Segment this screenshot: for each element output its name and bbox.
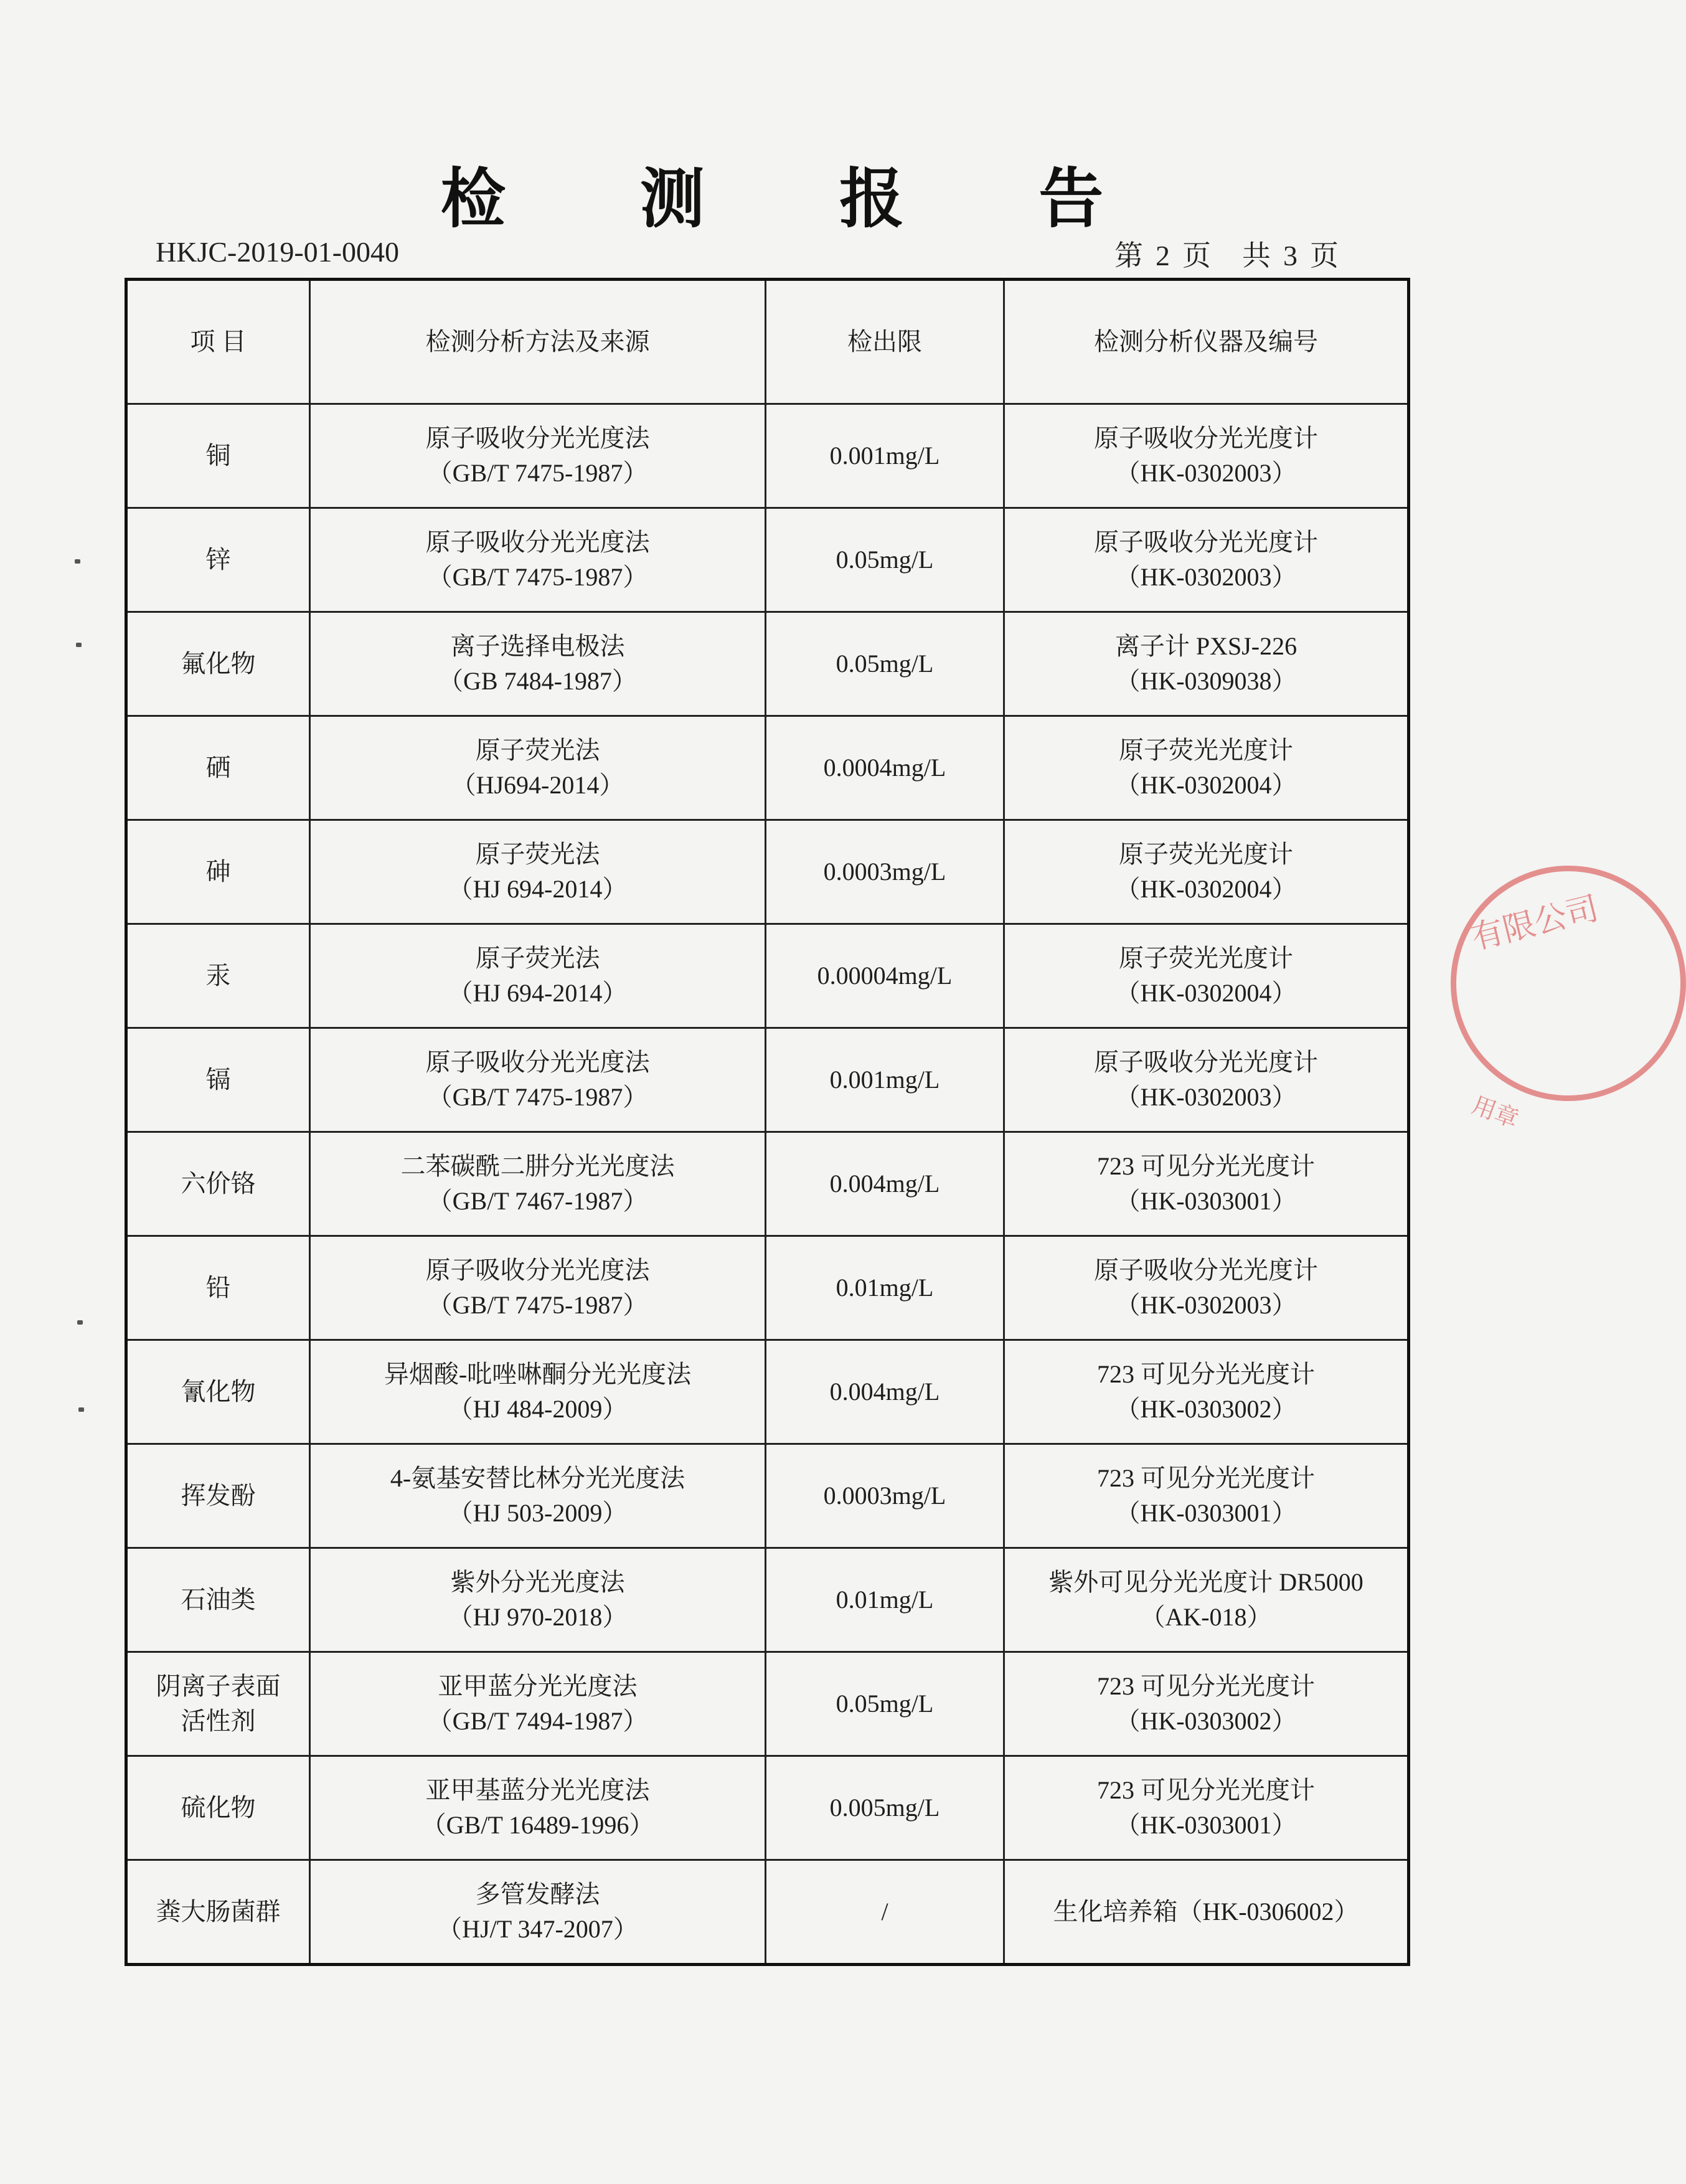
cell-instrument bbox=[1004, 508, 1409, 612]
cell-item bbox=[126, 508, 310, 612]
table-row bbox=[126, 1340, 1409, 1444]
cell-limit: 0.001mg/L bbox=[766, 404, 1004, 508]
cell-method bbox=[310, 404, 766, 508]
cell-item-line: 铅 bbox=[205, 1274, 231, 1302]
cell-limit: 0.05mg/L bbox=[766, 612, 1004, 716]
table-row bbox=[126, 1548, 1409, 1652]
cell-instrument-line: 原子吸收分光光度计 bbox=[1094, 424, 1318, 452]
cell-item bbox=[126, 404, 310, 508]
cell-method-line: 异烟酸-吡唑啉酮分光光度法 bbox=[384, 1360, 692, 1388]
cell-item-line: 六价铬 bbox=[181, 1170, 256, 1198]
cell-item bbox=[126, 1652, 310, 1756]
cell-item-line: 阴离子表面 bbox=[156, 1672, 281, 1700]
table-row bbox=[126, 612, 1409, 716]
cell-limit: 0.05mg/L bbox=[766, 508, 1004, 612]
cell-item bbox=[126, 1860, 310, 1965]
table-row bbox=[126, 404, 1409, 508]
table-row bbox=[126, 1444, 1409, 1548]
cell-instrument bbox=[1004, 924, 1409, 1028]
header-instrument: 检测分析仪器及编号 bbox=[1004, 280, 1409, 404]
cell-item bbox=[126, 820, 310, 924]
cell-method-line: （GB 7484-1987） bbox=[438, 667, 637, 695]
cell-limit: 0.0003mg/L bbox=[766, 1444, 1004, 1548]
cell-method-line: （HJ 694-2014） bbox=[448, 875, 628, 903]
cell-item bbox=[126, 1444, 310, 1548]
cell-item-line: 挥发酚 bbox=[181, 1482, 256, 1510]
cell-method bbox=[310, 716, 766, 820]
total-prefix: 共 bbox=[1242, 240, 1271, 272]
cell-instrument-line: 723 可见分光光度计 bbox=[1097, 1152, 1315, 1180]
cell-instrument-line: （AK-018） bbox=[1140, 1603, 1272, 1631]
cell-method-line: 多管发酵法 bbox=[475, 1880, 600, 1908]
cell-method-line: （HJ 694-2014） bbox=[448, 979, 628, 1007]
cell-method-line: （HJ 484-2009） bbox=[448, 1395, 628, 1423]
test-methods-table bbox=[125, 278, 1410, 1966]
table-row bbox=[126, 1236, 1409, 1340]
cell-instrument bbox=[1004, 1860, 1409, 1965]
scan-speck bbox=[77, 1320, 83, 1325]
cell-method-line: 原子吸收分光光度法 bbox=[425, 1256, 650, 1284]
page-title: 检 测 报 告 bbox=[440, 161, 1160, 237]
cell-item-line: 砷 bbox=[205, 858, 231, 886]
cell-method bbox=[310, 1548, 766, 1652]
cell-instrument bbox=[1004, 612, 1409, 716]
cell-item-line: 活性剂 bbox=[181, 1707, 256, 1735]
cell-item bbox=[126, 612, 310, 716]
page-prefix: 第 bbox=[1114, 240, 1143, 272]
cell-method bbox=[310, 1756, 766, 1860]
cell-instrument-line: 原子吸收分光光度计 bbox=[1094, 528, 1318, 556]
cell-instrument-line: （HK-0303001） bbox=[1115, 1187, 1297, 1215]
cell-item bbox=[126, 1756, 310, 1860]
cell-method-line: （GB/T 7475-1987） bbox=[427, 563, 648, 591]
cell-instrument-line: 离子计 PXSJ-226 bbox=[1114, 632, 1297, 660]
scan-speck bbox=[78, 1407, 84, 1412]
cell-instrument-line: （HK-0303002） bbox=[1115, 1395, 1297, 1423]
page-indicator bbox=[1108, 233, 1345, 274]
cell-instrument bbox=[1004, 1756, 1409, 1860]
cell-method-line: 原子吸收分光光度法 bbox=[425, 424, 650, 452]
header-limit: 检出限 bbox=[766, 280, 1004, 404]
cell-method-line: 4-氨基安替比林分光光度法 bbox=[390, 1464, 685, 1492]
cell-item bbox=[126, 1548, 310, 1652]
cell-instrument bbox=[1004, 1236, 1409, 1340]
cell-instrument-line: 原子吸收分光光度计 bbox=[1094, 1256, 1318, 1284]
cell-instrument-line: （HK-0303002） bbox=[1115, 1707, 1297, 1735]
cell-method-line: （GB/T 7475-1987） bbox=[427, 1083, 648, 1111]
cell-method-line: 二苯碳酰二肼分光光度法 bbox=[400, 1152, 675, 1180]
page-current: 2 bbox=[1156, 240, 1170, 272]
table-header-row bbox=[126, 280, 1409, 404]
cell-instrument-line: （HK-0302004） bbox=[1115, 771, 1297, 799]
cell-item bbox=[126, 716, 310, 820]
table-row bbox=[126, 1028, 1409, 1132]
page-mid: 页 bbox=[1182, 240, 1211, 272]
cell-method bbox=[310, 1028, 766, 1132]
table-row bbox=[126, 924, 1409, 1028]
cell-instrument-line: 原子吸收分光光度计 bbox=[1094, 1048, 1318, 1076]
cell-method-line: （GB/T 7467-1987） bbox=[427, 1187, 648, 1215]
cell-instrument bbox=[1004, 716, 1409, 820]
cell-method-line: （HJ 503-2009） bbox=[448, 1499, 628, 1527]
cell-method-line: （HJ/T 347-2007） bbox=[437, 1915, 638, 1943]
cell-item bbox=[126, 924, 310, 1028]
cell-method-line: 原子吸收分光光度法 bbox=[425, 1048, 650, 1076]
cell-instrument-line: 原子荧光光度计 bbox=[1119, 736, 1293, 764]
header-method: 检测分析方法及来源 bbox=[310, 280, 766, 404]
cell-instrument bbox=[1004, 404, 1409, 508]
cell-method bbox=[310, 1652, 766, 1756]
cell-instrument-line: （HK-0303001） bbox=[1115, 1499, 1297, 1527]
scan-speck bbox=[75, 559, 80, 564]
cell-instrument-line: （HK-0302003） bbox=[1115, 1083, 1297, 1111]
cell-item-line: 硒 bbox=[205, 754, 231, 782]
cell-method bbox=[310, 508, 766, 612]
total-suffix: 页 bbox=[1310, 240, 1339, 272]
cell-instrument-line: 原子荧光光度计 bbox=[1119, 944, 1293, 972]
cell-instrument-line: （HK-0302004） bbox=[1115, 875, 1297, 903]
cell-method-line: 原子荧光法 bbox=[475, 840, 600, 868]
cell-item-line: 氰化物 bbox=[181, 1378, 256, 1406]
cell-limit: 0.01mg/L bbox=[766, 1548, 1004, 1652]
table-row bbox=[126, 508, 1409, 612]
cell-limit: 0.001mg/L bbox=[766, 1028, 1004, 1132]
cell-limit: 0.004mg/L bbox=[766, 1132, 1004, 1236]
cell-instrument bbox=[1004, 1652, 1409, 1756]
cell-instrument-line: 原子荧光光度计 bbox=[1119, 840, 1293, 868]
seal-text-bottom: 用章 bbox=[1468, 1091, 1523, 1133]
cell-method bbox=[310, 1860, 766, 1965]
cell-method bbox=[310, 820, 766, 924]
cell-instrument-line: 紫外可见分光光度计 DR5000 bbox=[1048, 1568, 1363, 1596]
cell-instrument-line: （HK-0309038） bbox=[1115, 667, 1297, 695]
cell-instrument bbox=[1004, 1548, 1409, 1652]
cell-instrument-line: 生化培养箱（HK-0306002） bbox=[1053, 1898, 1359, 1926]
cell-method-line: 原子荧光法 bbox=[475, 944, 600, 972]
cell-method bbox=[310, 612, 766, 716]
cell-item-line: 石油类 bbox=[181, 1586, 256, 1614]
cell-instrument-line: （HK-0303001） bbox=[1115, 1811, 1297, 1839]
cell-limit: 0.0003mg/L bbox=[766, 820, 1004, 924]
cell-limit: 0.005mg/L bbox=[766, 1756, 1004, 1860]
seal-text-top: 有限公司 bbox=[1467, 889, 1603, 958]
cell-instrument bbox=[1004, 820, 1409, 924]
cell-limit: 0.004mg/L bbox=[766, 1340, 1004, 1444]
cell-method-line: （HJ694-2014） bbox=[451, 771, 624, 799]
cell-method-line: （GB/T 16489-1996） bbox=[421, 1811, 654, 1839]
table-row bbox=[126, 1756, 1409, 1860]
cell-item-line: 汞 bbox=[205, 962, 231, 990]
cell-method-line: 亚甲蓝分光光度法 bbox=[438, 1672, 638, 1700]
cell-instrument-line: 723 可见分光光度计 bbox=[1097, 1672, 1315, 1700]
cell-method-line: 原子荧光法 bbox=[475, 736, 600, 764]
cell-limit: / bbox=[766, 1860, 1004, 1965]
cell-instrument bbox=[1004, 1028, 1409, 1132]
cell-limit: 0.00004mg/L bbox=[766, 924, 1004, 1028]
cell-method bbox=[310, 1236, 766, 1340]
cell-method bbox=[310, 1340, 766, 1444]
cell-instrument-line: （HK-0302003） bbox=[1115, 459, 1297, 487]
cell-instrument-line: （HK-0302004） bbox=[1115, 979, 1297, 1007]
cell-method bbox=[310, 924, 766, 1028]
cell-method-line: 离子选择电极法 bbox=[450, 632, 625, 660]
cell-method-line: （GB/T 7475-1987） bbox=[427, 459, 648, 487]
header-item: 项 目 bbox=[126, 280, 310, 404]
cell-item-line: 粪大肠菌群 bbox=[156, 1898, 281, 1926]
table-row bbox=[126, 1132, 1409, 1236]
cell-item-line: 硫化物 bbox=[181, 1794, 256, 1822]
cell-method-line: （HJ 970-2018） bbox=[448, 1603, 628, 1631]
cell-limit: 0.0004mg/L bbox=[766, 716, 1004, 820]
cell-instrument bbox=[1004, 1132, 1409, 1236]
cell-method-line: （GB/T 7475-1987） bbox=[427, 1291, 648, 1319]
cell-limit: 0.05mg/L bbox=[766, 1652, 1004, 1756]
cell-item bbox=[126, 1340, 310, 1444]
cell-item-line: 镉 bbox=[205, 1066, 231, 1094]
cell-method-line: 原子吸收分光光度法 bbox=[425, 528, 650, 556]
table-row bbox=[126, 1860, 1409, 1965]
cell-method bbox=[310, 1132, 766, 1236]
report-number: HKJC-2019-01-0040 bbox=[156, 236, 399, 268]
cell-instrument-line: 723 可见分光光度计 bbox=[1097, 1776, 1315, 1804]
cell-item-line: 铜 bbox=[205, 442, 231, 470]
cell-instrument bbox=[1004, 1444, 1409, 1548]
table-row bbox=[126, 1652, 1409, 1756]
scan-speck bbox=[76, 643, 82, 647]
cell-instrument-line: （HK-0302003） bbox=[1115, 1291, 1297, 1319]
table-row bbox=[126, 716, 1409, 820]
cell-method-line: 紫外分光光度法 bbox=[450, 1568, 625, 1596]
cell-limit: 0.01mg/L bbox=[766, 1236, 1004, 1340]
cell-method bbox=[310, 1444, 766, 1548]
cell-item-line: 锌 bbox=[205, 546, 231, 574]
page-total: 3 bbox=[1283, 240, 1297, 272]
table-body bbox=[126, 404, 1409, 1965]
cell-item bbox=[126, 1028, 310, 1132]
cell-item-line: 氟化物 bbox=[181, 650, 256, 678]
cell-item bbox=[126, 1132, 310, 1236]
table-row bbox=[126, 820, 1409, 924]
cell-instrument-line: 723 可见分光光度计 bbox=[1097, 1464, 1315, 1492]
cell-method-line: （GB/T 7494-1987） bbox=[427, 1707, 648, 1735]
cell-instrument-line: 723 可见分光光度计 bbox=[1097, 1360, 1315, 1388]
cell-instrument-line: （HK-0302003） bbox=[1115, 563, 1297, 591]
cell-item bbox=[126, 1236, 310, 1340]
cell-instrument bbox=[1004, 1340, 1409, 1444]
cell-method-line: 亚甲基蓝分光光度法 bbox=[425, 1776, 650, 1804]
